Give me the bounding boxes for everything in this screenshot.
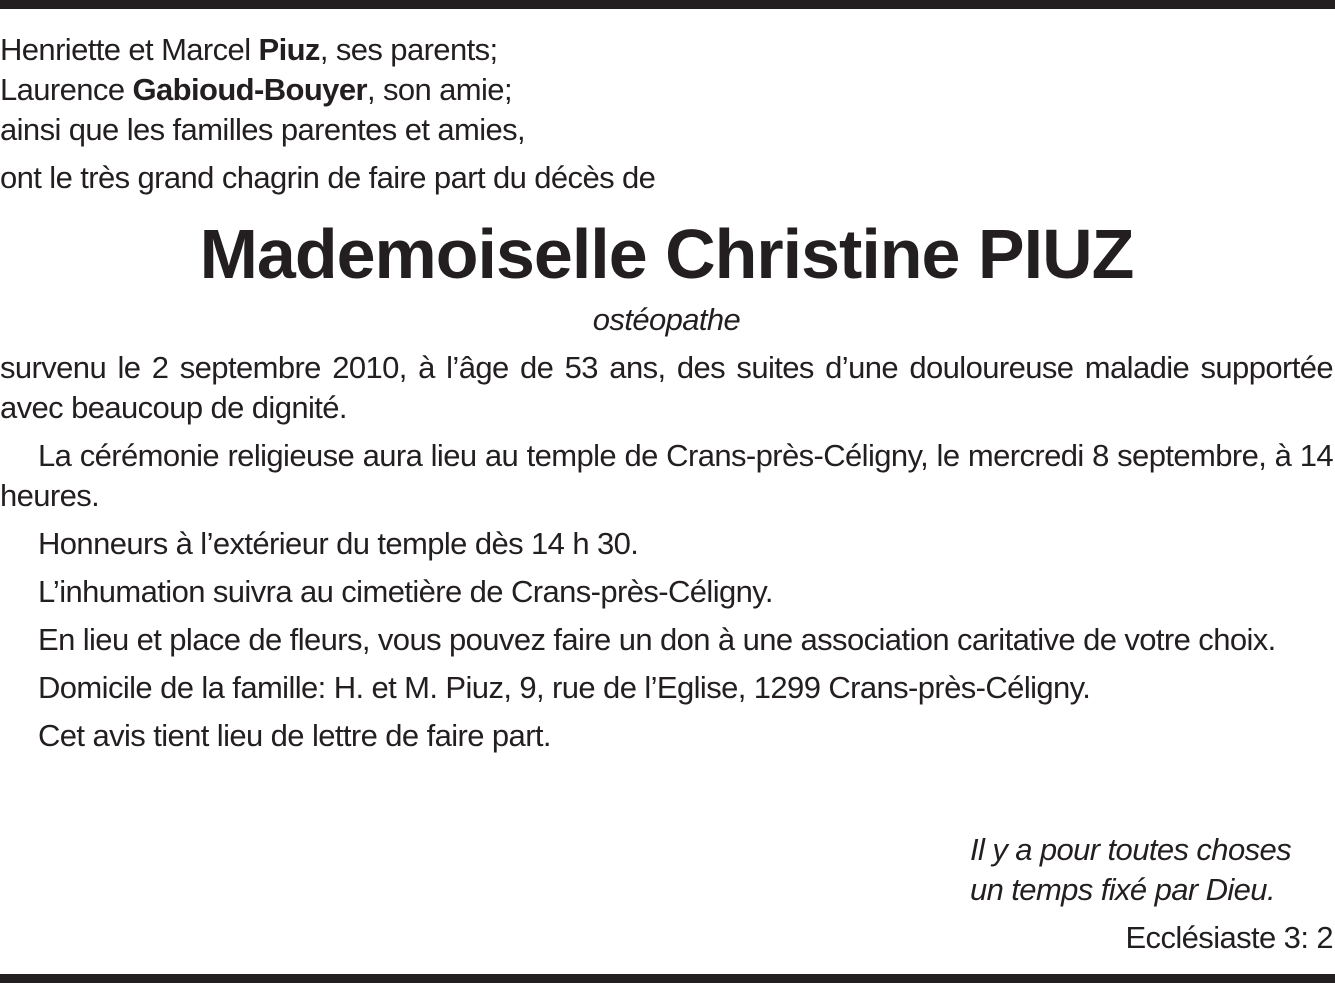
announcer-text: Henriette et Marcel (0, 32, 259, 67)
death-details: survenu le 2 septembre 2010, à l’âge de 53 ans, des suites d’une douloureuse maladie supportée avec beaucoup de dignité. (0, 350, 1333, 425)
announcer-parents (0, 30, 1333, 70)
announcer-surname: Gabioud-Bouyer (132, 72, 367, 107)
notice-statement: Cet avis tient lieu de lettre de faire part. (38, 718, 551, 753)
announcer-surname: Piuz (258, 32, 320, 67)
death-notice (0, 30, 1333, 756)
burial-details: L’inhumation suivra au cimetière de Crans-près-Céligny. (38, 574, 773, 609)
announcer-families: ainsi que les familles parentes et amies, (0, 112, 526, 147)
family-domicile: Domicile de la famille: H. et M. Piuz, 9, rue de l’Eglise, 1299 Crans-près-Céligny. (38, 670, 1091, 705)
deceased-profession: ostéopathe (592, 302, 741, 337)
ceremony-details: La cérémonie religieuse aura lieu au temple de Crans-près-Céligny, le mercredi 8 septembre, à 14 heures. (0, 438, 1333, 513)
honours-details: Honneurs à l’extérieur du temple dès 14 h 30. (38, 526, 639, 561)
bottom-border-rule (0, 974, 1335, 983)
quote-line: Il y a pour toutes choses (970, 832, 1292, 867)
announcer-text: Laurence (0, 72, 133, 107)
announcer-friend (0, 70, 1333, 110)
announcer-text: , ses parents; (319, 32, 498, 67)
donation-details: En lieu et place de fleurs, vous pouvez faire un don à une association caritative de votre choix. (38, 622, 1276, 657)
announcer-text: , son amie; (366, 72, 512, 107)
announcement-intro: ont le très grand chagrin de faire part du décès de (0, 160, 656, 195)
quote-line: un temps fixé par Dieu. (970, 872, 1275, 907)
top-border-rule (0, 0, 1335, 9)
deceased-name: Mademoiselle Christine PIUZ (199, 215, 1134, 293)
scripture-quote (970, 830, 1291, 910)
scripture-reference: Ecclésiaste 3: 2 (1125, 920, 1333, 955)
